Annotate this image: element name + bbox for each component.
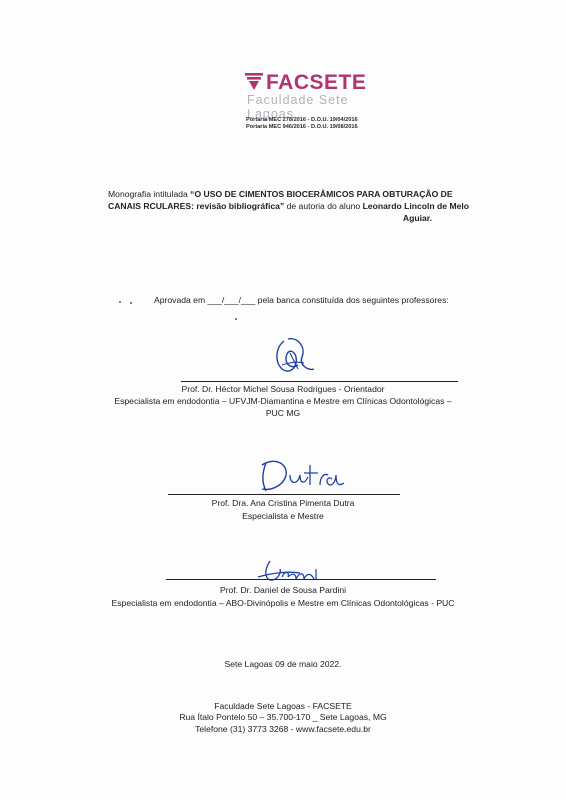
monografia-line-2 (108, 200, 470, 212)
author-first: Leonardo Lincoln de Melo (362, 201, 470, 211)
examiner-1-credentials-1: Especialista em endodontia – UFVJM-Diamantina e Mestre em Clínicas Odontológicas – (114, 396, 452, 406)
signature-line-3 (166, 579, 436, 580)
author-last: Aguiar. (402, 213, 432, 223)
monografia-line-1 (108, 188, 452, 200)
footer-contact: Telefone (31) 3773 3268 - www.facsete.edu.br (195, 724, 371, 734)
scan-speck (235, 318, 237, 320)
monografia-title-line-2: CANAIS RCULARES: revisão bibliográfica” (108, 201, 285, 211)
monografia-authorship: de autoria do aluno (284, 201, 363, 211)
signature-line-2 (168, 494, 400, 495)
examiner-2-credentials: Especialista e Mestre (242, 511, 324, 521)
portaria-line-1: Portaria MEC 278/2016 - D.O.U. 19/04/2016 (246, 117, 358, 123)
monografia-intro: Monografia intitulada (108, 189, 191, 199)
examiner-3-credentials: Especialista em endodontia – ABO-Divinópolis e Mestre em Clínicas Odontológicas - PUC (111, 598, 455, 608)
footer-institution: Faculdade Sete Lagoas - FACSETE (214, 701, 352, 711)
monografia-paragraph (108, 188, 470, 224)
examiner-1-name: Prof. Dr. Héctor Michel Sousa Rodrigues - Orientador (181, 384, 385, 394)
facsete-logo-mark-icon (244, 73, 266, 91)
examiner-1-credentials-2: PUC MG (265, 408, 301, 418)
monografia-title-line-1: “O USO DE CIMENTOS BIOCERÂMICOS PARA OBTURAÇÃO DE (190, 189, 453, 199)
logo-subtitle: Faculdade Sete Lagoas (247, 93, 349, 121)
portaria-line-2: Portaria MEC 946/2016 - D.O.U. 19/08/2016 (246, 124, 358, 130)
signature-dutra (252, 455, 360, 495)
scan-speck (130, 302, 132, 304)
signature-hector (268, 335, 328, 381)
place-and-date: Sete Lagoas 09 de maio 2022. (224, 659, 342, 669)
signature-pardini (252, 555, 332, 585)
logo-name: FACSETE (266, 71, 367, 94)
approval-text: Aprovada em ___/___/___ pela banca constituída dos seguintes professores: (154, 295, 449, 305)
footer-address: Rua Ítalo Pontelo 50 – 35.700-170 _ Sete Lagoas, MG (179, 712, 387, 722)
examiner-3-name: Prof. Dr. Daniel de Sousa Pardini (219, 585, 347, 595)
signature-line-1 (181, 381, 458, 382)
examiner-2-name: Prof. Dra. Ana Cristina Pimenta Dutra (211, 498, 355, 508)
scan-speck (119, 301, 121, 303)
